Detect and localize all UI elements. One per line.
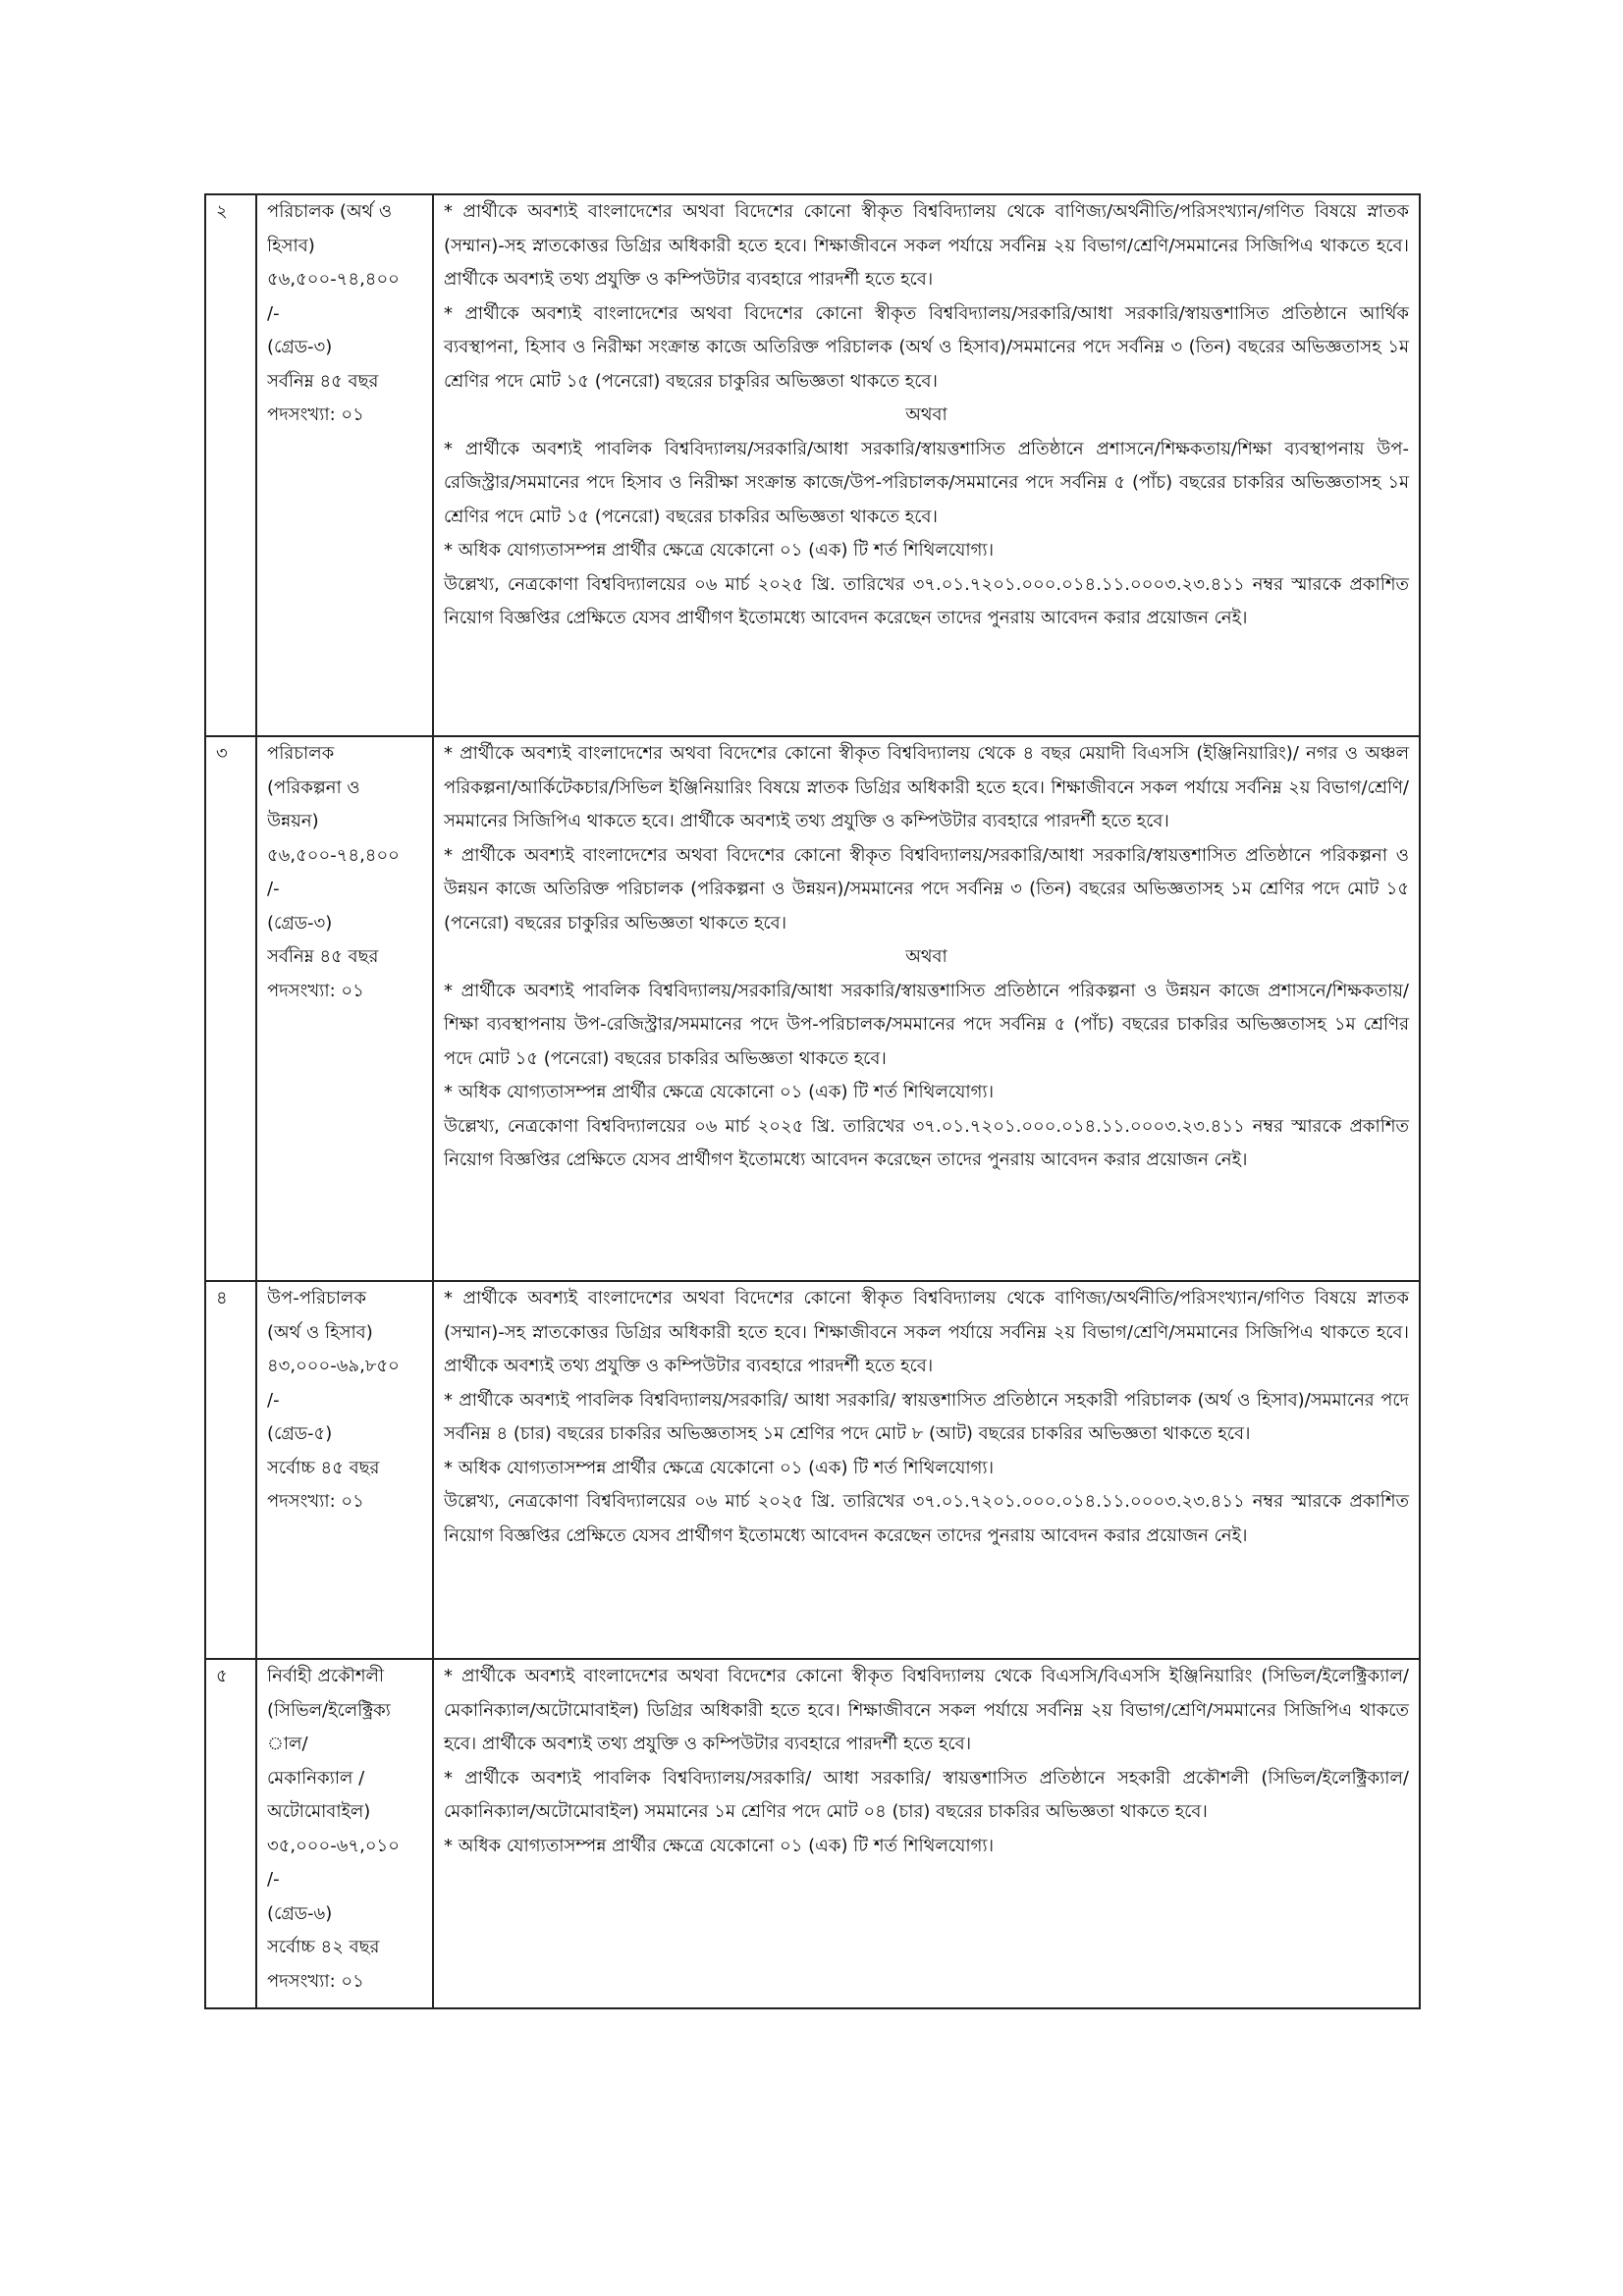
serial-number-cell bbox=[205, 736, 256, 1281]
grade: (গ্রেড-৬) bbox=[267, 1902, 333, 1924]
requirements-cell bbox=[433, 1659, 1420, 2008]
post-title: পরিচালক bbox=[267, 743, 335, 764]
serial-number-cell bbox=[205, 194, 256, 736]
table-row bbox=[205, 736, 1420, 1281]
requirement-education: * প্রার্থীকে অবশ্যই বাংলাদেশের অথবা বিদেশের কোনো স্বীকৃত বিশ্ববিদ্যালয় থেকে ৪ বছর মেয়াদী বিএসসি (ইঞ্জিনিয়ারিং)/ নগর ও অঞ্চল পরিকল্পনা/আর্কিটেকচার/সিভিল ইঞ্জিনিয়ারিং বিষয়ে স্নাতক ডিগ্রির অধিকারী হতে হবে। শিক্ষাজীবনে সকল পর্যায়ে সর্বনিম্ন ২য় বিভাগ/শ্রেণি/সমমানের সিজিপিএ থাকতে হবে। প্রার্থীকে অবশ্যই তথ্য প্রযুক্তি ও কম্পিউটার ব্যবহারে পারদর্শী হতে হবে। bbox=[444, 743, 1409, 831]
post-info-cell bbox=[256, 736, 433, 1281]
previous-applicants-note: উল্লেখ্য, নেত্রকোণা বিশ্ববিদ্যালয়ের ০৬ মার্চ ২০২৫ খ্রি. তারিখের ৩৭.০১.৭২০১.০০০.০১৪.১১.০০০৩.২৩.৪১১ নম্বর স্মারকে প্রকাশিত নিয়োগ বিজ্ঞপ্তির প্রেক্ষিতে যেসব প্রার্থীগণ ইতোমধ্যে আবেদন করেছেন তাদের পুনরায় আবেদন করার প্রয়োজন নেই। bbox=[444, 1491, 1409, 1546]
requirement-education: * প্রার্থীকে অবশ্যই বাংলাদেশের অথবা বিদেশের কোনো স্বীকৃত বিশ্ববিদ্যালয় থেকে বিএসসি/বিএসসি ইঞ্জিনিয়ারিং (সিভিল/ইলেক্ট্রিক্যাল/মেকানিক্যাল/অটোমোবাইল) ডিগ্রির অধিকারী হতে হবে। শিক্ষাজীবনে সকল পর্যায়ে সর্বনিম্ন ২য় বিভাগ/শ্রেণি/সমমানের সিজিপিএ থাকতে হবে। প্রার্থীকে অবশ্যই তথ্য প্রযুক্তি ও কম্পিউটার ব্যবহারে পারদর্শী হতে হবে। bbox=[444, 1666, 1409, 1754]
requirements-cell bbox=[433, 736, 1420, 1281]
serial-number: ২ bbox=[216, 201, 228, 222]
pay-scale-suffix: /- bbox=[267, 1869, 280, 1890]
post-title-cont: (অর্থ ও হিসাব) bbox=[267, 1321, 373, 1343]
pay-scale: ৪৩,০০০-৬৯,৮৫০ bbox=[267, 1356, 400, 1376]
requirement-experience-alt: * প্রার্থীকে অবশ্যই পাবলিক বিশ্ববিদ্যালয়/সরকারি/আধা সরকারি/স্বায়ত্তশাসিত প্রতিষ্ঠানে প্রশাসনে/শিক্ষকতায়/শিক্ষা ব্যবস্থাপনায় উপ-রেজিস্ট্রার/সমমানের পদে হিসাব ও নিরীক্ষা সংক্রান্ত কাজে/উপ-পরিচালক/সমমানের পদে সর্বনিম্ন ৫ (পাঁচ) বছরের চাকরির অভিজ্ঞতাসহ ১ম শ্রেণির পদে মোট ১৫ (পনেরো) বছরের চাকরির অভিজ্ঞতা থাকতে হবে। bbox=[444, 438, 1409, 527]
post-title-cont: (পরিকল্পনা ও bbox=[267, 776, 360, 798]
requirement-experience: * প্রার্থীকে অবশ্যই বাংলাদেশের অথবা বিদেশের কোনো স্বীকৃত বিশ্ববিদ্যালয়/সরকারি/আধা সরকারি/স্বায়ত্তশাসিত প্রতিষ্ঠানে পরিকল্পনা ও উন্নয়ন কাজে অতিরিক্ত পরিচালক (পরিকল্পনা ও উন্নয়ন)/সমমানের পদে সর্বনিম্ন ৩ (তিন) বছরের অভিজ্ঞতাসহ ১ম শ্রেণির পদে মোট ১৫ (পনেরো) বছরের চাকুরির অভিজ্ঞতা থাকতে হবে। bbox=[444, 844, 1409, 934]
pay-scale: ৫৬,৫০০-৭৪,৪০০ bbox=[267, 844, 400, 866]
requirement-education: * প্রার্থীকে অবশ্যই বাংলাদেশের অথবা বিদেশের কোনো স্বীকৃত বিশ্ববিদ্যালয় থেকে বাণিজ্য/অর্থনীতি/পরিসংখ্যান/গণিত বিষয়ে স্নাতক (সম্মান)-সহ স্নাতকোত্তর ডিগ্রির অধিকারী হতে হবে। শিক্ষাজীবনে সকল পর্যায়ে সর্বনিম্ন ২য় বিভাগ/শ্রেণি/সমমানের সিজিপিএ থাকতে হবে। প্রার্থীকে অবশ্যই তথ্য প্রযুক্তি ও কম্পিউটার ব্যবহারে পারদর্শী হতে হবে। bbox=[444, 1288, 1409, 1376]
post-count: পদসংখ্যা: ০১ bbox=[267, 404, 364, 425]
requirements-cell bbox=[433, 194, 1420, 736]
age-limit: সর্বোচ্চ ৪৫ বছর bbox=[267, 1457, 380, 1478]
requirement-experience: * প্রার্থীকে অবশ্যই পাবলিক বিশ্ববিদ্যালয়/সরকারি/ আধা সরকারি/ স্বায়ত্তশাসিত প্রতিষ্ঠানে সহকারী পরিচালক (অর্থ ও হিসাব)/সমমানের পদে সর্বনিম্ন ৪ (চার) বছরের চাকরির অভিজ্ঞতাসহ ১ম শ্রেণির পদে মোট ৮ (আট) বছরের চাকরির অভিজ্ঞতা থাকতে হবে। bbox=[444, 1389, 1409, 1444]
previous-applicants-note: উল্লেখ্য, নেত্রকোণা বিশ্ববিদ্যালয়ের ০৬ মার্চ ২০২৫ খ্রি. তারিখের ৩৭.০১.৭২০১.০০০.০১৪.১১.০০০৩.২৩.৪১১ নম্বর স্মারকে প্রকাশিত নিয়োগ বিজ্ঞপ্তির প্রেক্ষিতে যেসব প্রার্থীগণ ইতোমধ্যে আবেদন করেছেন তাদের পুনরায় আবেদন করার প্রয়োজন নেই। bbox=[444, 1115, 1409, 1170]
age-limit: সর্বনিম্ন ৪৫ বছর bbox=[267, 946, 379, 967]
post-title-cont: াল/ bbox=[267, 1734, 308, 1754]
grade: (গ্রেড-৩) bbox=[267, 912, 333, 934]
age-limit: সর্বোচ্চ ৪২ বছর bbox=[267, 1937, 380, 1957]
table-row bbox=[205, 194, 1420, 736]
post-count: পদসংখ্যা: ০১ bbox=[267, 980, 364, 1001]
requirement-experience: * প্রার্থীকে অবশ্যই পাবলিক বিশ্ববিদ্যালয়/সরকারি/ আধা সরকারি/ স্বায়ত্তশাসিত প্রতিষ্ঠানে সহকারী প্রকৌশলী (সিভিল/ইলেক্ট্রিক্যাল/মেকানিক্যাল/অটোমোবাইল) সমমানের ১ম শ্রেণির পদে মোট ০৪ (চার) বছরের চাকরির অভিজ্ঞতা থাকতে হবে। bbox=[444, 1767, 1409, 1822]
pay-scale-suffix: /- bbox=[267, 1389, 280, 1411]
post-count: পদসংখ্যা: ০১ bbox=[267, 1970, 364, 1992]
serial-number: ৪ bbox=[216, 1288, 228, 1308]
post-info-cell bbox=[256, 194, 433, 736]
pay-scale-suffix: /- bbox=[267, 302, 280, 324]
post-title-cont: হিসাব) bbox=[267, 235, 315, 256]
post-info-cell bbox=[256, 1659, 433, 2008]
grade: (গ্রেড-৩) bbox=[267, 337, 333, 357]
post-title: পরিচালক (অর্থ ও bbox=[267, 201, 393, 222]
post-count: পদসংখ্যা: ০১ bbox=[267, 1491, 364, 1512]
relaxation-note: * অধিক যোগ্যতাসম্পন্ন প্রার্থীর ক্ষেত্রে যেকোনো ০১ (এক) টি শর্ত শিথিলযোগ্য। bbox=[444, 1082, 995, 1102]
post-title-cont: (সিভিল/ইলেক্ট্রিক্য bbox=[267, 1699, 391, 1721]
post-title-cont: উন্নয়ন) bbox=[267, 811, 319, 831]
requirement-experience-alt: * প্রার্থীকে অবশ্যই পাবলিক বিশ্ববিদ্যালয়/সরকারি/আধা সরকারি/স্বায়ত্তশাসিত প্রতিষ্ঠানে পরিকল্পনা ও উন্নয়ন কাজে প্রশাসনে/শিক্ষকতায়/শিক্ষা ব্যবস্থাপনায় উপ-রেজিস্ট্রার/সমমানের পদে উপ-পরিচালক/সমমানের পদে সর্বনিম্ন ৫ (পাঁচ) বছরের চাকরির অভিজ্ঞতাসহ ১ম শ্রেণির পদে মোট ১৫ (পনেরো) বছরের চাকরির অভিজ্ঞতা থাকতে হবে। bbox=[444, 980, 1409, 1069]
serial-number-cell bbox=[205, 1281, 256, 1659]
relaxation-note: * অধিক যোগ্যতাসম্পন্ন প্রার্থীর ক্ষেত্রে যেকোনো ০১ (এক) টি শর্ত শিথিলযোগ্য। bbox=[444, 540, 995, 561]
requirement-experience: * প্রার্থীকে অবশ্যই বাংলাদেশের অথবা বিদেশের কোনো স্বীকৃত বিশ্ববিদ্যালয়/সরকারি/আধা সরকারি/স্বায়ত্তশাসিত প্রতিষ্ঠানে আর্থিক ব্যবস্থাপনা, হিসাব ও নিরীক্ষা সংক্রান্ত কাজে অতিরিক্ত পরিচালক (অর্থ ও হিসাব)/সমমানের পদে সর্বনিম্ন ৩ (তিন) বছরের অভিজ্ঞতাসহ ১ম শ্রেণির পদে মোট ১৫ (পনেরো) বছরের চাকুরির অভিজ্ঞতা থাকতে হবে। bbox=[444, 302, 1409, 392]
table-row bbox=[205, 1659, 1420, 2008]
post-title: উপ-পরিচালক bbox=[267, 1288, 366, 1308]
pay-scale: ৫৬,৫০০-৭৪,৪০০ bbox=[267, 269, 400, 290]
requirement-education: * প্রার্থীকে অবশ্যই বাংলাদেশের অথবা বিদেশের কোনো স্বীকৃত বিশ্ববিদ্যালয় থেকে বাণিজ্য/অর্থনীতি/পরিসংখ্যান/গণিত বিষয়ে স্নাতক (সম্মান)-সহ স্নাতকোত্তর ডিগ্রির অধিকারী হতে হবে। শিক্ষাজীবনে সকল পর্যায়ে সর্বনিম্ন ২য় বিভাগ/শ্রেণি/সমমানের সিজিপিএ থাকতে হবে। প্রার্থীকে অবশ্যই তথ্য প্রযুক্তি ও কম্পিউটার ব্যবহারে পারদর্শী হতে হবে। bbox=[444, 201, 1409, 290]
job-posts-table bbox=[204, 193, 1421, 2009]
age-limit: সর্বনিম্ন ৪৫ বছর bbox=[267, 370, 379, 392]
serial-number-cell bbox=[205, 1659, 256, 2008]
pay-scale: ৩৫,০০০-৬৭,০১০ bbox=[267, 1835, 400, 1856]
table-row bbox=[205, 1281, 1420, 1659]
post-title: নির্বাহী প্রকৌশলী bbox=[267, 1666, 385, 1686]
or-separator: অথবা bbox=[905, 946, 947, 967]
previous-applicants-note: উল্লেখ্য, নেত্রকোণা বিশ্ববিদ্যালয়ের ০৬ মার্চ ২০২৫ খ্রি. তারিখের ৩৭.০১.৭২০১.০০০.০১৪.১১.০০০৩.২৩.৪১১ নম্বর স্মারকে প্রকাশিত নিয়োগ বিজ্ঞপ্তির প্রেক্ষিতে যেসব প্রার্থীগণ ইতোমধ্যে আবেদন করেছেন তাদের পুনরায় আবেদন করার প্রয়োজন নেই। bbox=[444, 573, 1409, 628]
relaxation-note: * অধিক যোগ্যতাসম্পন্ন প্রার্থীর ক্ষেত্রে যেকোনো ০১ (এক) টি শর্ত শিথিলযোগ্য। bbox=[444, 1835, 995, 1856]
grade: (গ্রেড-৫) bbox=[267, 1423, 333, 1444]
relaxation-note: * অধিক যোগ্যতাসম্পন্ন প্রার্থীর ক্ষেত্রে যেকোনো ০১ (এক) টি শর্ত শিথিলযোগ্য। bbox=[444, 1457, 995, 1478]
requirements-cell bbox=[433, 1281, 1420, 1659]
or-separator: অথবা bbox=[905, 404, 947, 425]
serial-number: ৫ bbox=[216, 1666, 228, 1686]
post-title-cont: অটোমোবাইল) bbox=[267, 1801, 371, 1822]
pay-scale-suffix: /- bbox=[267, 879, 280, 899]
post-title-cont: মেকানিক্যাল / bbox=[267, 1767, 365, 1789]
post-info-cell bbox=[256, 1281, 433, 1659]
serial-number: ৩ bbox=[216, 743, 228, 764]
